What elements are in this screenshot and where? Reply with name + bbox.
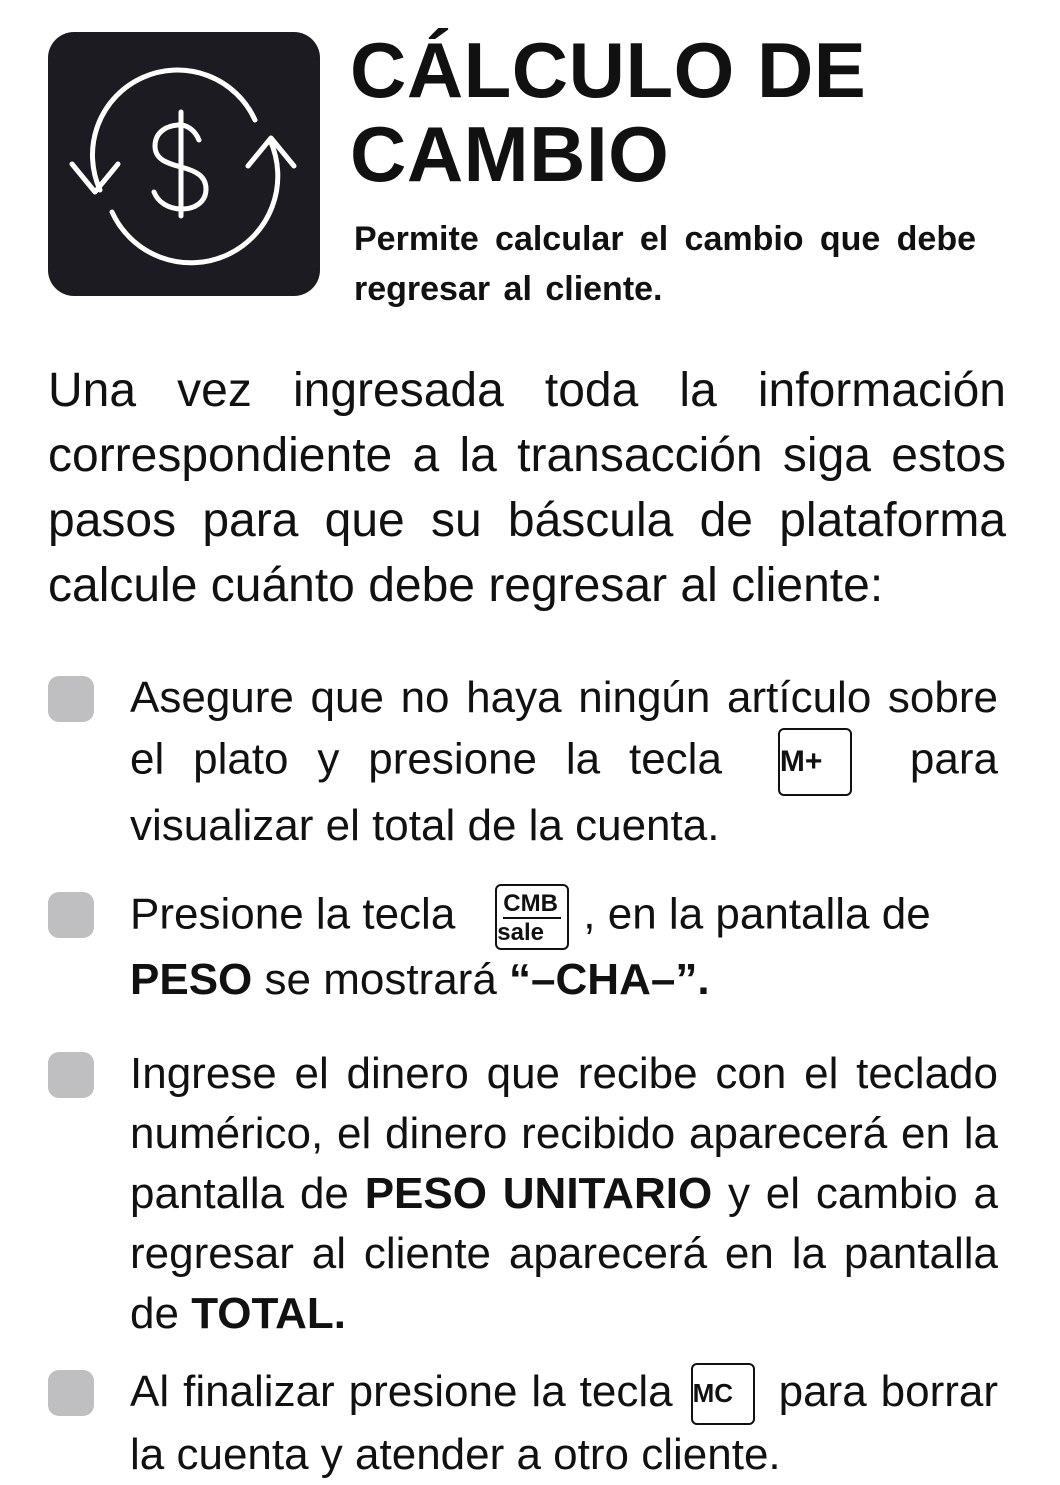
step-2-text-before: Presione la tecla	[130, 889, 456, 939]
step-4-text-before: Al finalizar presione la tecla	[130, 1367, 673, 1416]
step-1-text-after: para visualizar el total de la cuenta.	[130, 734, 998, 850]
bullet-marker	[48, 676, 94, 722]
bullet-marker	[48, 1370, 94, 1416]
mc-key: MC	[691, 1363, 755, 1425]
intro-paragraph: Una vez ingresada toda la información correspondiente a la transacción siga estos pasos para que su báscula de plataforma calcule cuánto debe regresar al cliente:	[48, 364, 1006, 612]
step-2-text-mid: , en la pantalla de	[583, 889, 931, 939]
sale-key-label: sale	[497, 919, 545, 946]
title-line-2: CAMBIO	[350, 110, 670, 198]
step-3-text-mid: y el cambio a regresar al cliente aparecerá en la pantalla de	[130, 1169, 998, 1338]
total-label: TOTAL.	[191, 1289, 346, 1338]
currency-exchange-icon	[48, 32, 320, 296]
step-4-text	[130, 1362, 998, 1485]
cmb-sale-key	[495, 884, 569, 950]
bullet-marker	[48, 892, 94, 938]
bullet-marker	[48, 1052, 94, 1098]
dollar-exchange-icon	[48, 32, 320, 296]
step-4-text-after: para borrar la cuenta y atender a otro cliente.	[130, 1367, 998, 1480]
page-subtitle: Permite calcular el cambio que debe regresar al cliente.	[354, 220, 976, 308]
step-3-text	[130, 1044, 998, 1344]
cmb-key-label: CMB	[503, 890, 561, 919]
peso-unitario-label: PESO UNITARIO	[364, 1169, 713, 1218]
cha-display-text: “–CHA–”.	[509, 955, 710, 1004]
title-line-1: CÁLCULO DE	[350, 26, 867, 114]
step-2-text	[130, 884, 998, 1010]
step-1-text-before: Asegure que no haya ningún artículo sobre el plato y presione la tecla	[130, 673, 998, 784]
step-3-text-before: Ingrese el dinero que recibe con el teclado numérico, el dinero recibido aparecerá en la pantalla de	[130, 1049, 998, 1218]
page-title	[350, 28, 1040, 196]
step-1-text	[130, 668, 998, 856]
peso-label: PESO	[130, 955, 253, 1004]
m-plus-key: M+	[778, 728, 852, 796]
step-2-text-after: se mostrará	[264, 955, 497, 1004]
